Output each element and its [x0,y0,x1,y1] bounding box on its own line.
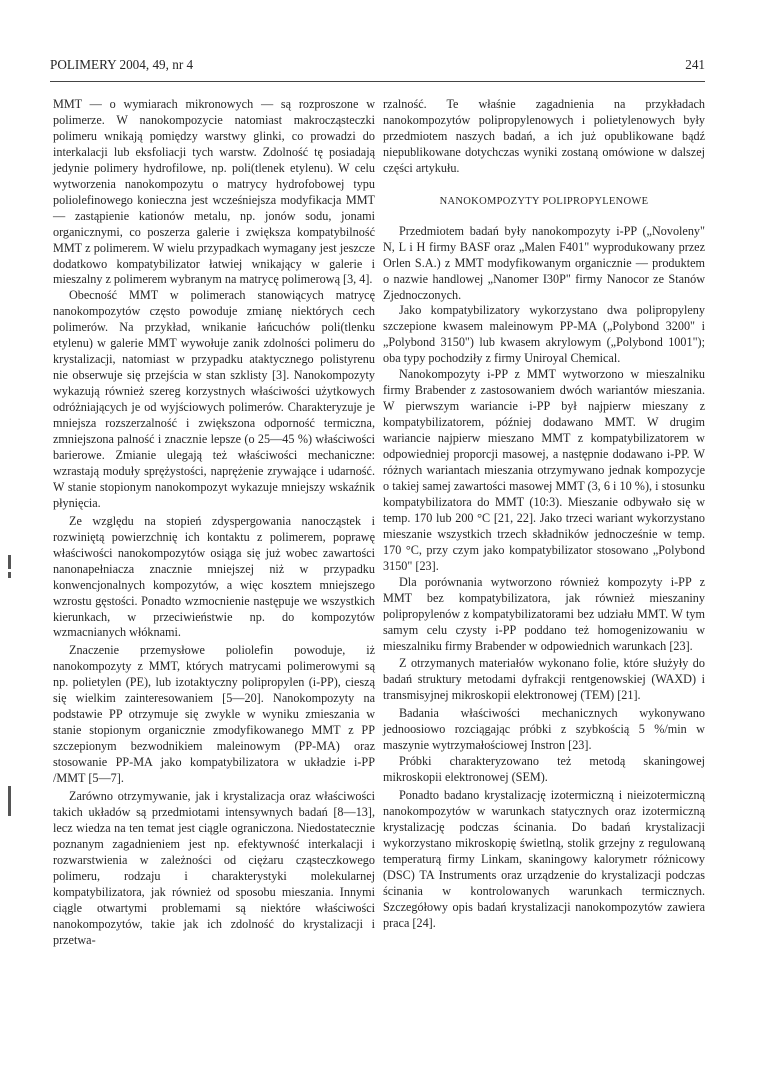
paragraph: Znaczenie przemysłowe poliolefin powoduje, iż nanokompozyty z MMT, których matrycami polimerowymi są np. polietylen (PE), lub izotaktyczny polipropylen (i-PP), cieszą się wielkim zainteresowaniem [5—20]. Nanokompozyty na podstawie PP otrzymuje się zwykle w wyniku zmieszania w stanie stopionym organicznie zmodyfikowanego MMT z PP szczepionym bezwodnikiem maleinowym (PP-MA) oraz stosowanie PP-MA jako kompatybilizatora w układzie i-PP /MMT [5—7]. [53,643,375,786]
page-number: 241 [685,57,705,72]
header-rule [50,81,705,82]
running-head: POLIMERY 2004, 49, nr 4 [50,57,194,72]
section-heading: NANOKOMPOZYTY POLIPROPYLENOWE [439,195,649,207]
paragraph: Jako kompatybilizatory wykorzystano dwa polipropyleny szczepione kwasem maleinowym PP-MA („Polybond 3200" i „Polybond 3150") lub kwasem akrylowym („Polybond 1001"); oba typy pochodziły z firmy Uniroyal Chemical. [383,303,705,366]
paragraph: Ponadto badano krystalizację izotermiczną i nieizotermiczną nanokompozytów w warunkach statycznych oraz izotermiczną krystalizację podczas ścinania. Do badań krystalizacji wykorzystano mikroskopię świetlną, stolik grzejny z regulowaną temperaturą firmy Linkam, skaningowy kalorymetr różnicowy (DSC) TA Instruments oraz urządzenie do krystalizacji podczas ścinania w kontrolowanych warunkach termicznych. Szczegółowy opis badań krystalizacji nanokompozytów zawiera praca [24]. [383,788,705,930]
paragraph: Ze względu na stopień zdyspergowania nanocząstek i rozwiniętą powierzchnię ich kontaktu z polimerem, poprawę właściwości nanokompozytów osiąga się już wobec zawartości nanonapełniacza znacznie mniejszej niż w przypadku konwencjonalnych kompozytów, a więc kosztem mniejszego wzrostu gęstości. Ponadto wzmocnienie następuje we wszystkich kierunkach, w przeciwieństwie np. do kompozytów wzmacnianych włóknami. [53,513,375,640]
paragraph: rzalność. Te właśnie zagadnienia na przykładach nanokompozytów polipropylenowych i polietylenowych były przedmiotem naszych badań, a ich już opublikowane bądź niepublikowane dotychczas wyniki zostaną omówione w dalszej części artykułu. [383,97,705,175]
paragraph: Obecność MMT w polimerach stanowiących matrycę nanokompozytów często powoduje zmianę niektórych cech polimerów. Na przykład, wnikanie łańcuchów poli(tlenku etylenu) w galerie MMT wywołuje zanik zdolności polimeru do krystalizacji, natomiast w przypadku ataktycznego polistyrenu nie obserwuje się przejścia w stan szklisty [3]. Nanokompozyty wykazują również szereg korzystnych właściwości użytkowych odróżniających je od wyjściowych polimerów. Charakteryzuje je mniejsza rozszerzalność i zwiększona odporność termiczna, zmniejszona palność i znacznie lepsze (o 25—45 %) właściwości barierowe. Zmianie ulegają też właściwości mechaniczne: wzrastają moduły sprężystości, naprężenie zrywające i udarność. W stanie stopionym nanokompozyt wykazuje mniejszy wskaźnik płynięcia. [53,288,375,510]
paragraph: Dla porównania wytworzono również kompozyty i-PP z MMT bez kompatybilizatora, jak również mieszaniny polipropylenów z kompatybilizatorami bez udziału MMT. W tym samym celu czysty i-PP poddano też homogenizowaniu w mieszalniku firmy Brabender w odpowiednich warunkach [23]. [383,574,705,653]
paragraph: Próbki charakteryzowano też metodą skaningowej mikroskopii elektronowej (SEM). [383,754,705,785]
right-column [383,97,705,932]
paragraph: Zarówno otrzymywanie, jak i krystalizacja oraz właściwości takich układów są przedmiotami intensywnych badań [8—13], lecz wiedza na ten temat jest ciągle ograniczona. Niedostatecznie poznanym zagadnieniem jest np. efektywność interkalacji i rozwarstwienia w zależności od ciężaru cząsteczkowego polimeru, rodzaju i charakterystyki molekularnej kompatybilizatora, jak również od sposobu mieszania. Innymi ciągle otwartymi problemami są niektóre właściwości nanokompozytów, takie jak ich zdolność do krystalizacji i przetwa- [53,788,375,947]
page-header [50,57,705,79]
paragraph: Przedmiotem badań były nanokompozyty i-PP („Novoleny" N, L i H firmy BASF oraz „Malen F401" wyprodukowany przez Orlen S.A.) z MMT modyfikowanym organicznie — produktem o nazwie handlowej „Nanomer I30P" firmy Nanocor ze Stanów Zjednoczonych. [383,223,705,302]
left-column [53,97,375,949]
margin-mark [8,555,11,569]
paragraph: Z otrzymanych materiałów wykonano folie, które służyły do badań struktury metodami dyfrakcji rentgenowskiej (WAXD) i transmisyjnej mikroskopii elektronowej (TEM) [21]. [383,656,705,703]
paragraph: Badania właściwości mechanicznych wykonywano jednoosiowo rozciągając próbki z szybkością 5 %/min w maszynie wytrzymałościowej Instron [23]. [383,706,705,753]
margin-mark [8,786,11,816]
margin-mark [8,572,11,578]
paragraph: Nanokompozyty i-PP z MMT wytworzono w mieszalniku firmy Brabender z zastosowaniem dwóch wariantów mieszania. W pierwszym wariancie i-PP był najpierw mieszany z kompatybilizatorem, później dodawano MMT. W drugim wariancie najpierw mieszano MMT z kompatybilizatorem w odpowiedniej proporcji masowej, a następnie dodawano i-PP. W różnych wariantach mieszania otrzymywano jednak kompozycje o takiej samej zawartości masowej MMT (3, 6 i 10 %), i stosunku kompatybilizatora do MMT (10:3). Mieszanie odbywało się w temp. 170 lub 200 °C [21, 22]. Jako trzeci wariant wykorzystano mieszanie wszystkich trzech składników jednocześnie w temp. 170 °C, przy czym jako kompatybilizator stosowano „Polybond 3150" [23]. [383,367,705,573]
paragraph: MMT — o wymiarach mikronowych — są rozproszone w polimerze. W nanokompozycie natomiast makrocząsteczki polimeru wnikają pomiędzy warstwy glinki, co prowadzi do interkalacji lub eksfoliacji tych warstw. Zdolność tę posiadają jedynie polimery hydrofilowe, np. poli(tlenek etylenu). W celu wytworzenia nanokompozytu o matrycy hydrofobowej typu poliolefinowego konieczna jest wcześniejsza modyfikacja MMT — zastąpienie kationów metalu, np. jonów sodu, jonami organicznymi, co poszerza galerie i zwiększa kompatybilność MMT z polimerem. W wielu przypadkach wymagany jest jeszcze dodatkowo kompatybilizator łatwiej wnikający w galerie i mieszalny z polimerem wybranym na matrycę polimerową [3, 4]. [53,97,375,287]
